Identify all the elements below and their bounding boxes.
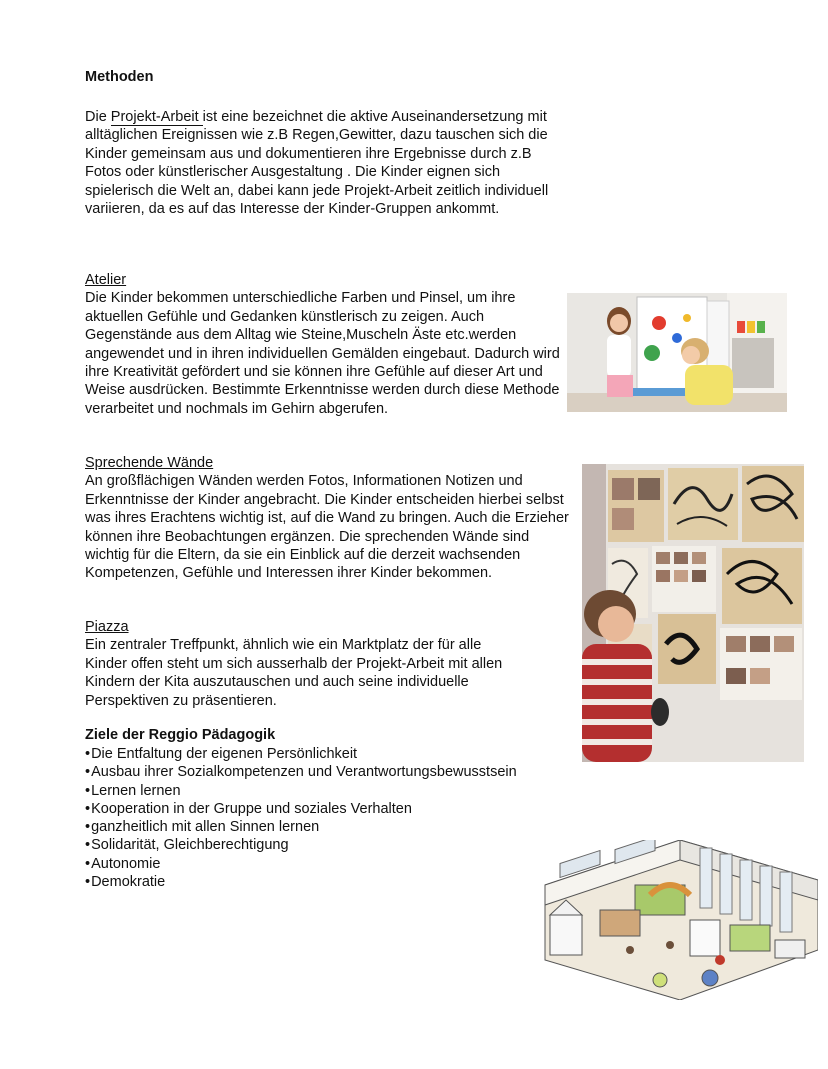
sprechende-waende-section bbox=[85, 454, 569, 583]
projekt-arbeit-term: Projekt-Arbeit bbox=[110, 109, 203, 125]
methoden-intro-prefix: Die bbox=[85, 109, 111, 125]
methoden-paragraph bbox=[85, 108, 570, 218]
ziele-item: • Lernen lernen bbox=[85, 782, 517, 800]
ziele-item: • Demokratie bbox=[85, 873, 517, 891]
ziele-item: • Kooperation in der Gruppe und soziales Verhalten bbox=[85, 800, 517, 818]
ziele-item: • Autonomie bbox=[85, 855, 517, 873]
sprechende-waende-photo bbox=[582, 464, 804, 762]
atelier-photo bbox=[567, 293, 787, 412]
piazza-section bbox=[85, 618, 525, 710]
ziele-item: • Solidarität, Gleichberechtigung bbox=[85, 836, 517, 854]
ziele-item: • Ausbau ihrer Sozialkompetenzen und Verantwortungsbewusstsein bbox=[85, 763, 517, 781]
ziele-list bbox=[85, 745, 517, 891]
sprechende-waende-text: An großflächigen Wänden werden Fotos, Informationen Notizen und Erkenntnisse der Kinder angebracht. Die Kinder entscheiden hierbei selbst was ihres Erachtens wichtig ist, auf die Wand zu bringen. Auch die Erzieher können ihre Beobachtungen ergänzen. Die sprechenden Wände sind wichtig für die Eltern, da sie ein Einblick auf die derzeit wachsenden Kompetenzen, Gefühle und Interessen ihrer Kinder bekommen. bbox=[85, 473, 569, 582]
sprechende-waende-title: Sprechende Wände bbox=[85, 455, 214, 471]
atelier-title: Atelier bbox=[85, 272, 127, 288]
piazza-text: Ein zentraler Treffpunkt, ähnlich wie ein Marktplatz der für alle Kinder offen steht um sich ausserhalb der Projekt-Arbeit mit allen Kindern der Kita auszutauschen und auch seine individuelle Perspektiven zu präsentieren. bbox=[85, 637, 503, 709]
atelier-section bbox=[85, 271, 563, 418]
atelier-text: Die Kinder bekommen unterschiedliche Farben und Pinsel, um ihre aktuellen Gefühle und Gedanken künstlerisch zu zeigen. Auch Gegenstände aus dem Alltag wie Steine,Muscheln Äste etc.werden angewendet und in ihren individuellen Gemälden eingebaut. Dadurch wird ihre Kreativität gefördert und sie können ihre Gefühle auf dieser Art und Weise ausdrücken. Bestimmte Erkenntnisse werden durch diese Methode verarbeitet und nochmals im Gehirn abgerufen. bbox=[85, 290, 560, 417]
methoden-heading: Methoden bbox=[85, 69, 154, 85]
piazza-illustration bbox=[540, 840, 818, 1000]
ziele-item: • Die Entfaltung der eigenen Persönlichkeit bbox=[85, 745, 517, 763]
piazza-title: Piazza bbox=[85, 619, 129, 635]
ziele-item: • ganzheitlich mit allen Sinnen lernen bbox=[85, 818, 517, 836]
methoden-intro-text: ist eine bezeichnet die aktive Auseinandersetzung mit alltäglichen Ereignissen wie z.B Regen,Gewitter, dazu tauschen sich die Kinder gemeinsam aus und dokumentieren ihre Ergebnisse durch z.B Fotos oder künstlerischer Ausgestaltung . Die Kinder eignen sich spielerisch die Welt an, dabei kann jede Projekt-Arbeit zeitlich individuell variieren, da es auf das Interesse der Kinder-Gruppen ankommt. bbox=[85, 109, 549, 218]
ziele-heading: Ziele der Reggio Pädagogik bbox=[85, 727, 276, 743]
